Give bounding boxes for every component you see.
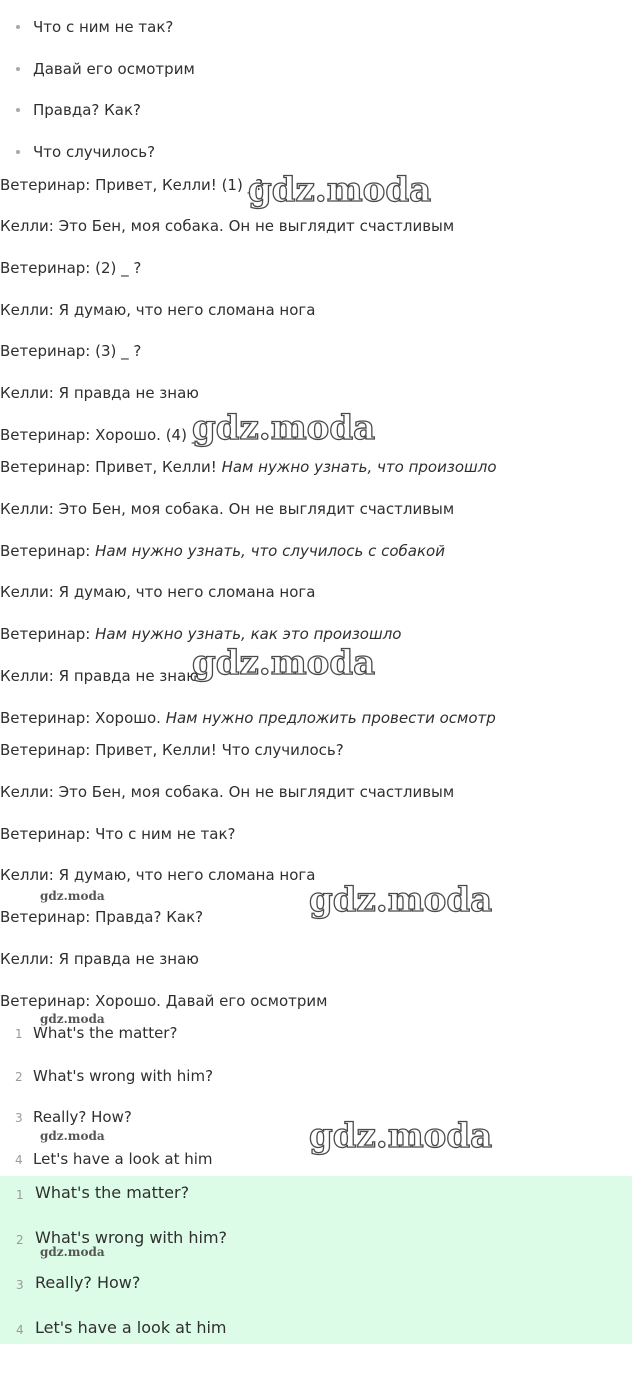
- dialogue-line: Келли: Я думаю, что него сломана нога: [0, 866, 316, 884]
- answer-number: 4: [16, 1323, 24, 1337]
- bullet-dot-icon: [16, 67, 20, 71]
- watermark: gdz.moda: [309, 880, 493, 920]
- watermark: gdz.moda: [192, 408, 376, 448]
- dialogue-line: [0, 667, 199, 685]
- watermark-small: gdz.moda: [40, 889, 105, 903]
- answer-number: 3: [15, 1111, 23, 1125]
- answer-text: What's the matter?: [35, 1183, 190, 1202]
- answer-number: 3: [16, 1278, 24, 1292]
- dialogue-line: Ветеринар: Привет, Келли! (1) _?: [0, 176, 264, 194]
- dialogue-line: [0, 583, 315, 601]
- bullet-dot-icon: [16, 150, 20, 154]
- line-plain: Келли: Я правда не знаю: [0, 667, 199, 685]
- watermark: gdz.moda: [192, 643, 376, 683]
- answer-highlight-box: [0, 1176, 632, 1344]
- answer-text: Really? How?: [33, 1108, 132, 1126]
- dialogue-line: [0, 625, 401, 643]
- option-text: Правда? Как?: [33, 101, 141, 119]
- dialogue-line: [0, 500, 454, 518]
- option-text: Что с ним не так?: [33, 18, 174, 36]
- answer-text: Let's have a look at him: [33, 1150, 213, 1168]
- dialogue-line: Келли: Это Бен, моя собака. Он не выглядит счастливым: [0, 217, 455, 235]
- answer-text: What's the matter?: [33, 1024, 178, 1042]
- option-text: Давай его осмотрим: [33, 60, 195, 78]
- watermark-small: gdz.moda: [40, 1129, 105, 1143]
- line-plain: Ветеринар: Привет, Келли!: [0, 458, 222, 476]
- bullet-dot-icon: [16, 25, 20, 29]
- line-italic: Нам нужно предложить провести осмотр: [165, 709, 496, 727]
- answer-number: 1: [16, 1188, 24, 1202]
- dialogue-line: Ветеринар: Привет, Келли! Что случилось?: [0, 741, 344, 759]
- watermark: gdz.moda: [248, 170, 432, 210]
- watermark-small: gdz.moda: [40, 1245, 105, 1259]
- line-italic: Нам нужно узнать, что произошло: [221, 458, 497, 476]
- line-plain: Келли: Я думаю, что него сломана нога: [0, 583, 316, 601]
- answer-text: Let's have a look at him: [35, 1318, 227, 1337]
- dialogue-line: [0, 709, 496, 727]
- line-plain: Ветеринар:: [0, 542, 96, 560]
- dialogue-line: Келли: Я думаю, что него сломана нога: [0, 301, 316, 319]
- watermark: gdz.moda: [309, 1116, 493, 1156]
- dialogue-line: Келли: Я правда не знаю: [0, 384, 199, 402]
- dialogue-line: Ветеринар: Правда? Как?: [0, 908, 204, 926]
- answer-text: What's wrong with him?: [33, 1067, 214, 1085]
- dialogue-line: Келли: Это Бен, моя собака. Он не выглядит счастливым: [0, 783, 455, 801]
- dialogue-line: Ветеринар: (2) _ ?: [0, 259, 142, 277]
- answer-number: 4: [15, 1153, 23, 1167]
- dialogue-line: Ветеринар: Что с ним не так?: [0, 825, 236, 843]
- line-italic: Нам нужно узнать, что случилось с собакой: [95, 542, 445, 560]
- line-plain: Ветеринар:: [0, 625, 96, 643]
- watermark-small: gdz.moda: [40, 1012, 105, 1026]
- dialogue-line: Ветеринар: (3) _ ?: [0, 342, 142, 360]
- bullet-dot-icon: [16, 108, 20, 112]
- dialogue-line: [0, 542, 445, 560]
- dialogue-line: Ветеринар: Хорошо. (4) _: [0, 426, 200, 444]
- dialogue-line: Ветеринар: Хорошо. Давай его осмотрим: [0, 992, 328, 1010]
- answer-text: What's wrong with him?: [35, 1228, 228, 1247]
- line-plain: Ветеринар: Хорошо.: [0, 709, 166, 727]
- dialogue-line: Келли: Я правда не знаю: [0, 950, 199, 968]
- line-plain: Келли: Это Бен, моя собака. Он не выглядит счастливым: [0, 500, 455, 518]
- answer-number: 1: [15, 1027, 23, 1041]
- line-italic: Нам нужно узнать, как это произошло: [95, 625, 402, 643]
- answer-number: 2: [16, 1233, 24, 1247]
- dialogue-line: [0, 458, 497, 476]
- answer-text: Really? How?: [35, 1273, 141, 1292]
- option-text: Что случилось?: [33, 143, 156, 161]
- answer-number: 2: [15, 1070, 23, 1084]
